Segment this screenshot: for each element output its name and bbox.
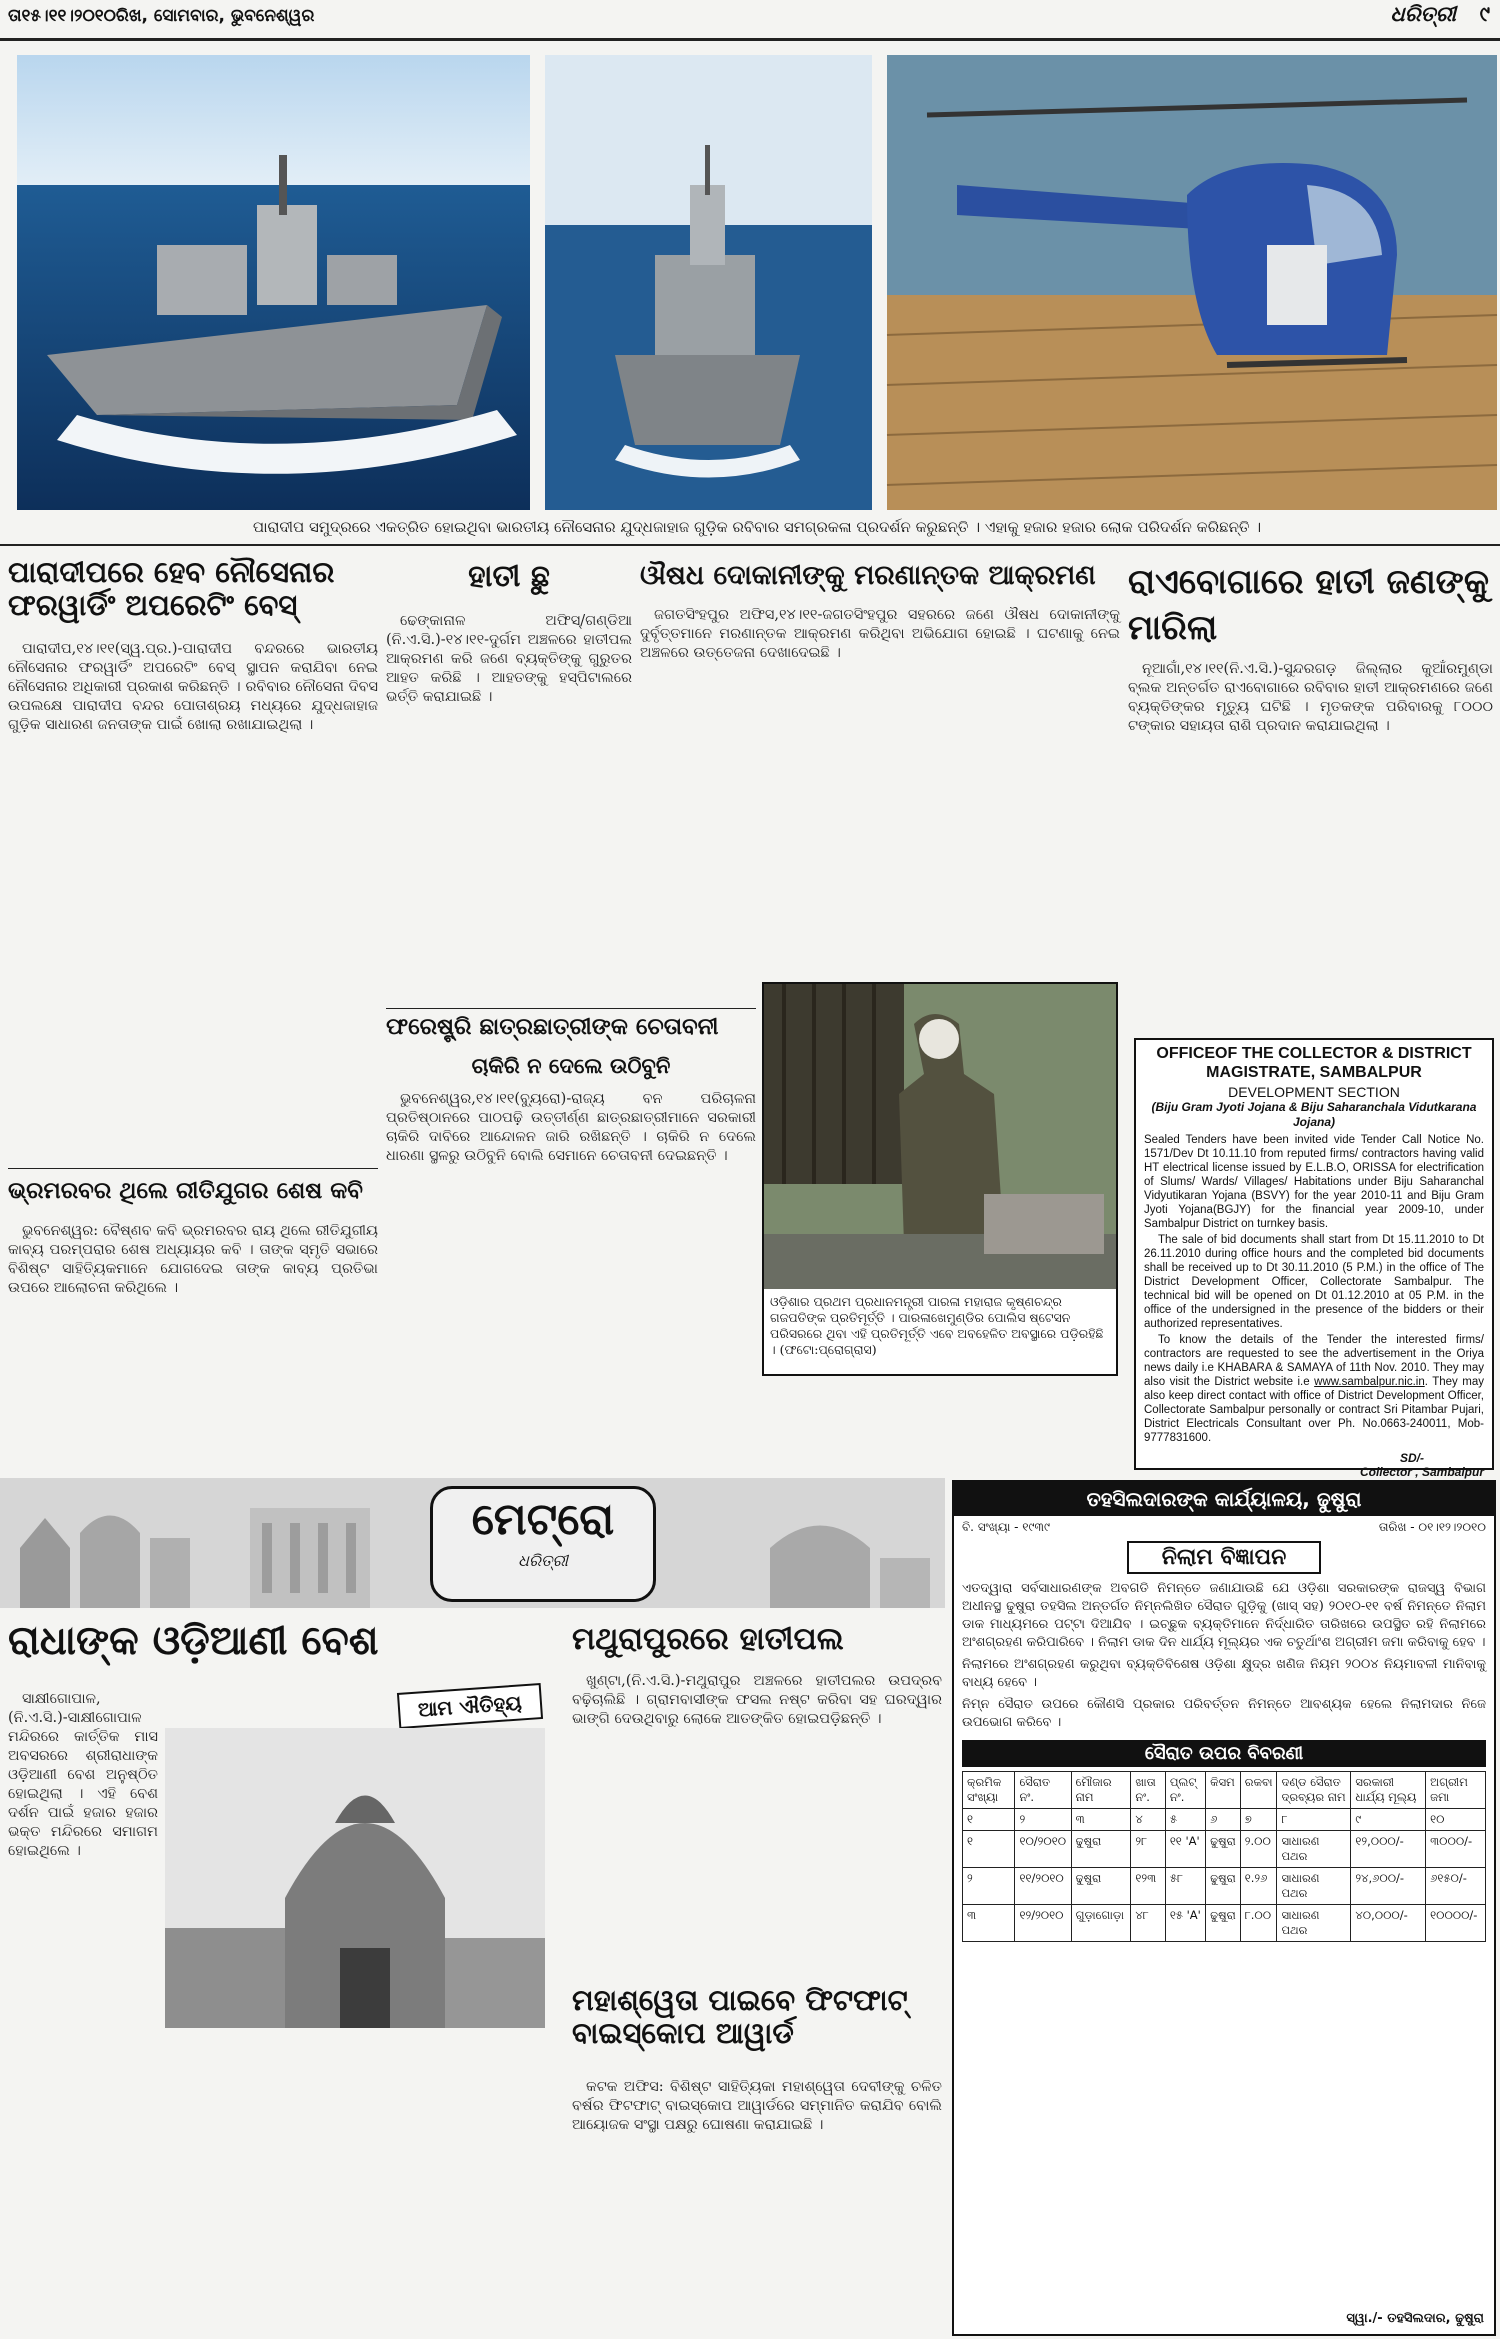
poet-body-text: ଭୁବନେଶ୍ୱର: ବୈଷ୍ଣବ କବି ଭ୍ରମରବର ରାୟ ଥିଲେ ରୀତିଯୁଗୀୟ କାବ୍ୟ ପରମ୍ପରାର ଶେଷ ଅଧ୍ୟାୟର କବି । ତାଙ୍କ ସ୍ମୃତି ସଭାରେ ବିଶିଷ୍ଟ ସାହିତ୍ୟିକମାନେ ଯୋଗଦେଇ ତାଙ୍କ କାବ୍ୟ ପ୍ରତିଭା ଉପରେ ଆଲୋଚନା କରିଥିଲେ । (8, 1223, 378, 1296)
tahsil-table-title: ସୈରାତ ଉପର ବିବରଣୀ (962, 1740, 1486, 1767)
metro-banner (0, 1478, 945, 1608)
students-rule (386, 1008, 756, 1009)
dateline: ତା୧୫।୧୧।୨୦୧୦ରିଖ, ସୋମବାର, ଭୁବନେଶ୍ୱର (8, 6, 315, 26)
table-cell: ଢୁଷୁରା (1071, 1831, 1131, 1868)
mahasweta-body-text: କଟକ ଅଫିସ: ବିଶିଷ୍ଟ ସାହିତ୍ୟିକା ମହାଶ୍ୱେତା ଦେବୀଙ୍କୁ ଚଳିତ ବର୍ଷର ଫିଟଫାଟ୍ ବାଇସ୍କୋପ ଆୱାର୍ଡରେ ସମ୍ମାନିତ କରାଯିବ ବୋଲି ଆୟୋଜକ ସଂସ୍ଥା ପକ୍ଷରୁ ଘୋଷଣା କରାଯାଇଛି । (572, 2079, 942, 2133)
photo-caption: ପାରାଦୀପ ସମୁଦ୍ରରେ ଏକତ୍ରିତ ହୋଇଥିବା ଭାରତୀୟ ନୌସେନାର ଯୁଦ୍ଧଜାହାଜ ଗୁଡ଼ିକ ରବିବାର ସମଗ୍ରକଳା ପ୍ରଦର୍ଶନ କରୁଛନ୍ତି । ଏହାକୁ ହଜାର ହଜାର ଲୋକ ପରିଦର୍ଶନ କରିଛନ୍ତି । (252, 518, 1262, 536)
rayagada-body (1128, 660, 1493, 1030)
warship-photo-2 (545, 55, 872, 510)
table-cell: ୮.୦୦ (1240, 1905, 1277, 1942)
table-cell: ୨୮ (1131, 1831, 1165, 1868)
table-header-cell: ଅଗ୍ରୀମ ଜମା (1426, 1772, 1486, 1809)
tradition-tag: ଆମ ଐତିହ୍ୟ (397, 1683, 543, 1729)
tahsil-ad-title: ନିଲାମ ବିଜ୍ଞାପନ (1127, 1541, 1321, 1574)
metro-title: ମେଟ୍ରୋ (471, 1494, 615, 1545)
table-cell: ୧୦୦୦୦/- (1426, 1905, 1486, 1942)
mathurapur-body-text: ଖୁଣ୍ଟା,(ନି.ଏ.ସି.)-ମଥୁରାପୁର ଅଞ୍ଚଳରେ ହାତୀପଲର ଉପଦ୍ରବ ବଢ଼ିଚାଲିଛି । ଗ୍ରାମବାସୀଙ୍କ ଫସଲ ନଷ୍ଟ କରିବା ସହ ଘରଦ୍ୱାର ଭାଙ୍ଗି ଦେଉଥିବାରୁ ଲୋକେ ଆତଙ୍କିତ ହୋଇପଡ଼ିଛନ୍ତି । (572, 1673, 942, 1727)
students-body-text: ଭୁବନେଶ୍ୱର,୧୪।୧୧(ବ୍ୟୁରୋ)-ରାଜ୍ୟ ବନ ପରିଚାଳନା ପ୍ରତିଷ୍ଠାନରେ ପାଠପଢ଼ି ଉତ୍ତୀର୍ଣ୍ଣ ଛାତ୍ରଛାତ୍ରୀମାନେ ସରକାରୀ ଚାକିରି ଦାବିରେ ଆନ୍ଦୋଳନ ଜାରି ରଖିଛନ୍ତି । ଚାକିରି ନ ଦେଲେ ଧାରଣା ସ୍ଥଳରୁ ଉଠିବୁନି ବୋଲି ସେମାନେ ଚେତାବନୀ ଦେଇଛନ୍ତି । (386, 1091, 756, 1164)
table-cell: ୧୦/୨୦୧୦ (1015, 1831, 1071, 1868)
tahsil-ad (952, 1480, 1496, 2336)
table-index-cell: ୩ (1071, 1809, 1131, 1831)
table-cell: ୨ (963, 1868, 1015, 1905)
table-index-row (963, 1809, 1486, 1831)
table-header-cell: ସରକାରୀ ଧାର୍ଯ୍ୟ ମୂଲ୍ୟ (1351, 1772, 1426, 1809)
rayagada-headline: ରାଏବୋଗାରେ ହାତୀ ଜଣଙ୍କୁ ମାରିଲା (1128, 562, 1489, 648)
table-header-cell: ପ୍ଲଟ୍ ନଂ. (1165, 1772, 1205, 1809)
table-index-cell: ୭ (1240, 1809, 1277, 1831)
table-cell: ୧୨୩ (1131, 1868, 1165, 1905)
mathurapur-headline: ମଥୁରାପୁରରେ ହାତୀପଲ (572, 1621, 844, 1657)
table-index-cell: ୯ (1351, 1809, 1426, 1831)
table-header-cell: ଦଣ୍ଡ ସୈରାତ ଦ୍ରବ୍ୟର ନାମ (1277, 1772, 1351, 1809)
collector-ad-para3 (1144, 1333, 1484, 1445)
table-cell: ୧ (963, 1831, 1015, 1868)
table-cell: ୧୧/୨୦୧୦ (1015, 1868, 1071, 1905)
newspaper-logo: ଧରିତ୍ରୀ (1390, 2, 1456, 26)
table-cell: ୩୦୦୦/- (1426, 1831, 1486, 1868)
elephant-body (386, 612, 632, 1007)
table-cell: ୧୫ 'A' (1165, 1905, 1205, 1942)
table-cell: ସାଧାରଣ ପଥର (1277, 1831, 1351, 1868)
mahasweta-body (572, 2078, 942, 2328)
table-index-cell: ୧ (963, 1809, 1015, 1831)
tahsil-ad-body: ଏତଦ୍ୱାରା ସର୍ବସାଧାରଣଙ୍କ ଅବଗତି ନିମନ୍ତେ ଜଣାଯାଉଛି ଯେ ଓଡ଼ିଶା ସରକାରଙ୍କ ରାଜସ୍ୱ ବିଭାଗ ଅଧୀନସ୍ଥ ଢୁଷୁରା ତହସିଲ ଅନ୍ତର୍ଗତ ନିମ୍ନଲିଖିତ ସୈରାତ ଗୁଡ଼ିକୁ (ଖାସ୍ ସହ) ୨୦୧୦-୧୧ ବର୍ଷ ନିମନ୍ତେ ନିଲାମ ଡାକ ମାଧ୍ୟମରେ ପଟ୍ଟା ଦିଆଯିବ । ଇଚ୍ଛୁକ ବ୍ୟକ୍ତିମାନେ ନିର୍ଦ୍ଧାରିତ ତାରିଖରେ ଉପସ୍ଥିତ ରହି ନିଲାମରେ ଅଂଶଗ୍ରହଣ କରିପାରିବେ । ନିଲାମ ଡାକ ଦିନ ଧାର୍ଯ୍ୟ ମୂଲ୍ୟର ଏକ ଚତୁର୍ଥାଂଶ ଅଗ୍ରୀମ ଜମା କରିବାକୁ ହେବ । (962, 1581, 1486, 1650)
table-cell: ୧୨,୦୦୦/- (1351, 1831, 1426, 1868)
table-row (963, 1831, 1486, 1868)
rayagada-body-text: ନୂଆଗାଁ,୧୪।୧୧(ନି.ଏ.ସି.)-ସୁନ୍ଦରଗଡ଼ ଜିଲ୍ଲାର କୁଆଁରମୁଣ୍ଡା ବ୍ଲକ ଅନ୍ତର୍ଗତ ରାଏବୋଗାରେ ରବିବାର ହାତୀ ଆକ୍ରମଣରେ ଜଣେ ବ୍ୟକ୍ତିଙ୍କର ମୃତ୍ୟୁ ଘଟିଛି । ମୃତକଙ୍କ ପରିବାରକୁ ୮୦୦୦ ଟଙ୍କାର ସହାୟତା ରାଶି ପ୍ରଦାନ କରାଯାଇଥିଲା । (1128, 661, 1493, 734)
tahsil-letter-no: ବି. ସଂଖ୍ୟା - ୧୯୩୯ (962, 1520, 1050, 1534)
statue-photo-frame (762, 982, 1118, 1376)
table-header-cell: ସୈରାତ ନଂ. (1015, 1772, 1071, 1809)
table-cell: ଢୁଷୁରା (1206, 1905, 1241, 1942)
table-row (963, 1868, 1486, 1905)
collector-ad-para1: Sealed Tenders have been invited vide Tender Call Notice No. 1571/Dev Dt 10.11.10 from reputed firms/ contractors having valid HT electrical license issued by E.L.B.O, ORISSA for electrification of Slums/ Wards/ Villages/ Habitations under Biju Saharanchal Vidyutikaran Yojana (BSVY) for the year 2010-11 and Biju Gram Jyoti Yojana(BGJY) for the financial year 2009-10, under Sambalpur District on turnkey basis. (1144, 1134, 1484, 1230)
table-index-cell: ୬ (1206, 1809, 1241, 1831)
tahsil-date: ତାରିଖ - ୦୧।୧୨।୨୦୧୦ (1378, 1520, 1486, 1534)
table-row (963, 1905, 1486, 1942)
tahsil-ad-header: ତହସିଲଦାରଙ୍କ କାର୍ଯ୍ୟାଳୟ, ଢୁଷୁରା (954, 1482, 1494, 1516)
poet-headline: ଭ୍ରମରବର ଥିଲେ ରୀତିଯୁଗର ଶେଷ କବି (8, 1178, 363, 1204)
temple-photo (165, 1728, 545, 2028)
header-rule (0, 38, 1500, 41)
elephant-body-text: ଢେଙ୍କାନାଳ ଅଫିସ୍/ଗଣ୍ଡିଆ (ନି.ଏ.ସି.)-୧୪।୧୧-ଦୁର୍ଗମ ଅଞ୍ଚଳରେ ହାତୀପଲ ଆକ୍ରମଣ କରି ଜଣେ ବ୍ୟକ୍ତିଙ୍କୁ ଗୁରୁତର ଆହତ କରିଛି । ଆହତଙ୍କୁ ହସ୍ପିଟାଲରେ ଭର୍ତ୍ତି କରାଯାଇଛି । (386, 613, 632, 705)
helicopter-photo (887, 55, 1497, 510)
tahsil-ad-body2: ନିଲାମରେ ଅଂଶଗ୍ରହଣ କରୁଥିବା ବ୍ୟକ୍ତିବିଶେଷ ଓଡ଼ିଶା କ୍ଷୁଦ୍ର ଖଣିଜ ନିୟମ ୨୦୦୪ ନିୟମାବଳୀ ମାନିବାକୁ ବାଧ୍ୟ ହେବେ । (962, 1657, 1486, 1690)
attack-body-text: ଜଗତସିଂହପୁର ଅଫିସ,୧୪।୧୧-ଜଗତସିଂହପୁର ସହରରେ ଜଣେ ଔଷଧ ଦୋକାନୀଙ୍କୁ ଦୁର୍ବୃତ୍ତମାନେ ମରଣାନ୍ତକ ଆକ୍ରମଣ କରିଥିବା ଅଭିଯୋଗ ହୋଇଛି । ଘଟଣାକୁ ନେଇ ଅଞ୍ଚଳରେ ଉତ୍ତେଜନା ଦେଖାଦେଇଛି । (640, 607, 1120, 661)
table-index-cell: ୫ (1165, 1809, 1205, 1831)
table-index-cell: ୪ (1131, 1809, 1165, 1831)
table-cell: ଢୁଷୁରା (1071, 1868, 1131, 1905)
sairat-table (962, 1771, 1486, 1942)
collector-ad-sign1: SD/- (1400, 1451, 1424, 1465)
table-cell: ୪୦,୦୦୦/- (1351, 1905, 1426, 1942)
collector-ad-scheme: (Biju Gram Jyoti Jojana & Biju Saharanchala Vidutkarana Jojana) (1151, 1100, 1477, 1129)
table-cell: ଢୁଷୁରା (1206, 1831, 1241, 1868)
district-website-link[interactable]: www.sambalpur.nic.in (1314, 1376, 1425, 1388)
tahsil-ad-body3: ନିମ୍ନ ସୈରାତ ଉପରେ କୌଣସି ପ୍ରକାର ପରିବର୍ତ୍ତନ ନିମନ୍ତେ ଆବଶ୍ୟକ ହେଲେ ନିଲାମଦାର ନିଜେ ଉପଭୋଗ କରିବେ । (962, 1697, 1486, 1730)
students-body (386, 1090, 756, 1475)
radha-continued (8, 2036, 556, 2236)
table-cell: ୧୧ 'A' (1165, 1831, 1205, 1868)
table-header-cell: କ୍ରମିକ ସଂଖ୍ୟା (963, 1772, 1015, 1809)
attack-headline: ଔଷଧ ଦୋକାନୀଙ୍କୁ ମରଣାନ୍ତକ ଆକ୍ରମଣ (640, 560, 1096, 591)
table-cell: ୨୪,୬୦୦/- (1351, 1868, 1426, 1905)
caption-rule (0, 544, 1500, 546)
poet-body (8, 1222, 378, 1522)
mathurapur-body (572, 1672, 942, 1972)
table-index-cell: ୧୦ (1426, 1809, 1486, 1831)
table-index-cell: ୮ (1277, 1809, 1351, 1831)
table-cell: ଗୁଡ଼ାଗୋଡ଼ା (1071, 1905, 1131, 1942)
collector-ad-para3-post: . They may also keep direct contact with office of District Development Officer, Collectorate Sambalpur personally or contract Sri Pitambar Pujari, District Electricals Consultant over Ph. No.0663-240011, Mob-9777831600. (1144, 1376, 1484, 1444)
table-cell: ୫୮ (1165, 1868, 1205, 1905)
attack-body (640, 606, 1120, 966)
tahsil-signature: ସ୍ୱା./- ତହସିଲଦାର, ଢୁଷୁରା (1346, 2311, 1484, 2326)
table-cell: ୧୨/୨୦୧୦ (1015, 1905, 1071, 1942)
table-header-cell: କିସମ (1206, 1772, 1241, 1809)
collector-ad-section: DEVELOPMENT SECTION (1228, 1084, 1400, 1100)
navy-headline: ପାରାଦୀପରେ ହେବ ନୌସେନାର ଫରୱାର୍ଡିଂ ଅପରେଟିଂ ବେସ୍ (8, 555, 335, 623)
radha-body-text: ସାକ୍ଷୀଗୋପାଳ,(ନି.ଏ.ସି.)-ସାକ୍ଷୀଗୋପାଳ ମନ୍ଦିରରେ କାର୍ତ୍ତିକ ମାସ ଅବସରରେ ଶ୍ରୀରାଧାଙ୍କ ଓଡ଼ିଆଣୀ ବେଶ ଅନୁଷ୍ଠିତ ହୋଇଥିଲା । ଏହି ବେଶ ଦର୍ଶନ ପାଇଁ ହଜାର ହଜାର ଭକ୍ତ ମନ୍ଦିରରେ ସମାଗମ ହୋଇଥିଲେ । (8, 1691, 158, 1859)
table-index-cell: ୨ (1015, 1809, 1071, 1831)
metro-title-box (430, 1486, 656, 1602)
table-header-cell: ଖାତା ନଂ. (1131, 1772, 1165, 1809)
radha-headline: ରାଧାଙ୍କ ଓଡ଼ିଆଣୀ ବେଶ (8, 1618, 379, 1664)
collector-ad-sign2: Collector , Sambalpur (1359, 1465, 1484, 1479)
masthead-strip (0, 0, 1500, 40)
collector-ad-para3-pre: To know the details of the Tender the interested firms/ contractors are requested to see the advertisement in the Oriya news daily i.e KHABARA & SAMAYA of 11th Nov. 2010. They may also visit the District website i.e (1144, 1334, 1484, 1388)
table-cell: ୨.୦୦ (1240, 1831, 1277, 1868)
collector-ad-title: OFFICEOF THE COLLECTOR & DISTRICT MAGISTRATE, SAMBALPUR (1156, 1045, 1472, 1081)
students-headline: ଫରେଷ୍ଟ୍ରି ଛାତ୍ରଛାତ୍ରୀଙ୍କ ଚେତାବନୀ (386, 1014, 719, 1040)
warship-photo-1 (17, 55, 530, 510)
statue-photo (764, 984, 1116, 1289)
table-cell: ସାଧାରଣ ପଥର (1277, 1905, 1351, 1942)
statue-caption: ଓଡ଼ିଶାର ପ୍ରଥମ ପ୍ରଧାନମନ୍ତ୍ରୀ ପାରଳା ମହାରାଜ କୃଷ୍ଣଚନ୍ଦ୍ର ଗଜପତିଙ୍କ ପ୍ରତିମୂର୍ତ୍ତି । ପାରଳାଖେମୁଣ୍ଡିର ପୋଲିସ ଷ୍ଟେସନ ପରିସରରେ ଥିବା ଏହି ପ୍ରତିମୂର୍ତ୍ତି ଏବେ ଅବହେଳିତ ଅବସ୍ଥାରେ ପଡ଼ିରହିଛି । (ଫଟୋ:ପ୍ରୋଗ୍ରାସ) (770, 1294, 1104, 1357)
table-cell: ୩ (963, 1905, 1015, 1942)
sairat-table-body (963, 1809, 1486, 1942)
collector-ad (1134, 1038, 1494, 1479)
table-cell: ୧.୨୬ (1240, 1868, 1277, 1905)
collector-ad-para2: The sale of bid documents shall start from Dt 15.11.2010 to Dt 26.11.2010 during office hours and the completed bid documents shall be received up to Dt 30.11.2010 (5 P.M.) in the office of The District Development Officer, Collectorate Sambalpur. The technical bid will be opened on Dt 01.12.2010 at 05 P.M. in the office of the undersigned in the presence of the bidders or their authorized representatives. (1144, 1234, 1484, 1330)
metro-subtitle: ଧରିତ୍ରୀ (518, 1551, 568, 1570)
navy-body (8, 640, 378, 1160)
table-header-cell: ମୌଜାର ନାମ (1071, 1772, 1131, 1809)
students-subhead: ଚାକିରି ନ ଦେଲେ ଉଠିବୁନି (471, 1054, 671, 1078)
sairat-table-header (963, 1772, 1486, 1809)
table-cell: ୪୮ (1131, 1905, 1165, 1942)
table-header-cell: ରକବା (1240, 1772, 1277, 1809)
table-cell: ଢୁଷୁରା (1206, 1868, 1241, 1905)
navy-divider (8, 1168, 378, 1169)
navy-body-text: ପାରାଦୀପ,୧୪।୧୧(ସ୍ୱ.ପ୍ର.)-ପାରାଦୀପ ବନ୍ଦରରେ ଭାରତୀୟ ନୌସେନାର ଫରୱାର୍ଡିଂ ଅପରେଟିଂ ବେସ୍ ସ୍ଥାପନ କରାଯିବା ନେଇ ନୌସେନାର ଅଧିକାରୀ ପ୍ରକାଶ କରିଛନ୍ତି । ରବିବାର ନୌସେନା ଦିବସ ଉପଲକ୍ଷେ ପାରାଦୀପ ବନ୍ଦର ପୋତାଶ୍ରୟ ମଧ୍ୟରେ ଯୁଦ୍ଧଜାହାଜ ଗୁଡ଼ିକ ସାଧାରଣ ଜନତାଙ୍କ ପାଇଁ ଖୋଲା ରଖାଯାଇଥିଲା । (8, 641, 378, 733)
mahasweta-headline: ମହାଶ୍ୱେତା ପାଇବେ ଫିଟଫାଟ୍ ବାଇସ୍କୋପ ଆୱାର୍ଡ (572, 1983, 908, 2051)
table-cell: ସାଧାରଣ ପଥର (1277, 1868, 1351, 1905)
elephant-headline: ହାତୀ ଛୁ (468, 559, 550, 594)
page-number: ୯ (1479, 2, 1490, 26)
table-cell: ୬୧୫୦/- (1426, 1868, 1486, 1905)
